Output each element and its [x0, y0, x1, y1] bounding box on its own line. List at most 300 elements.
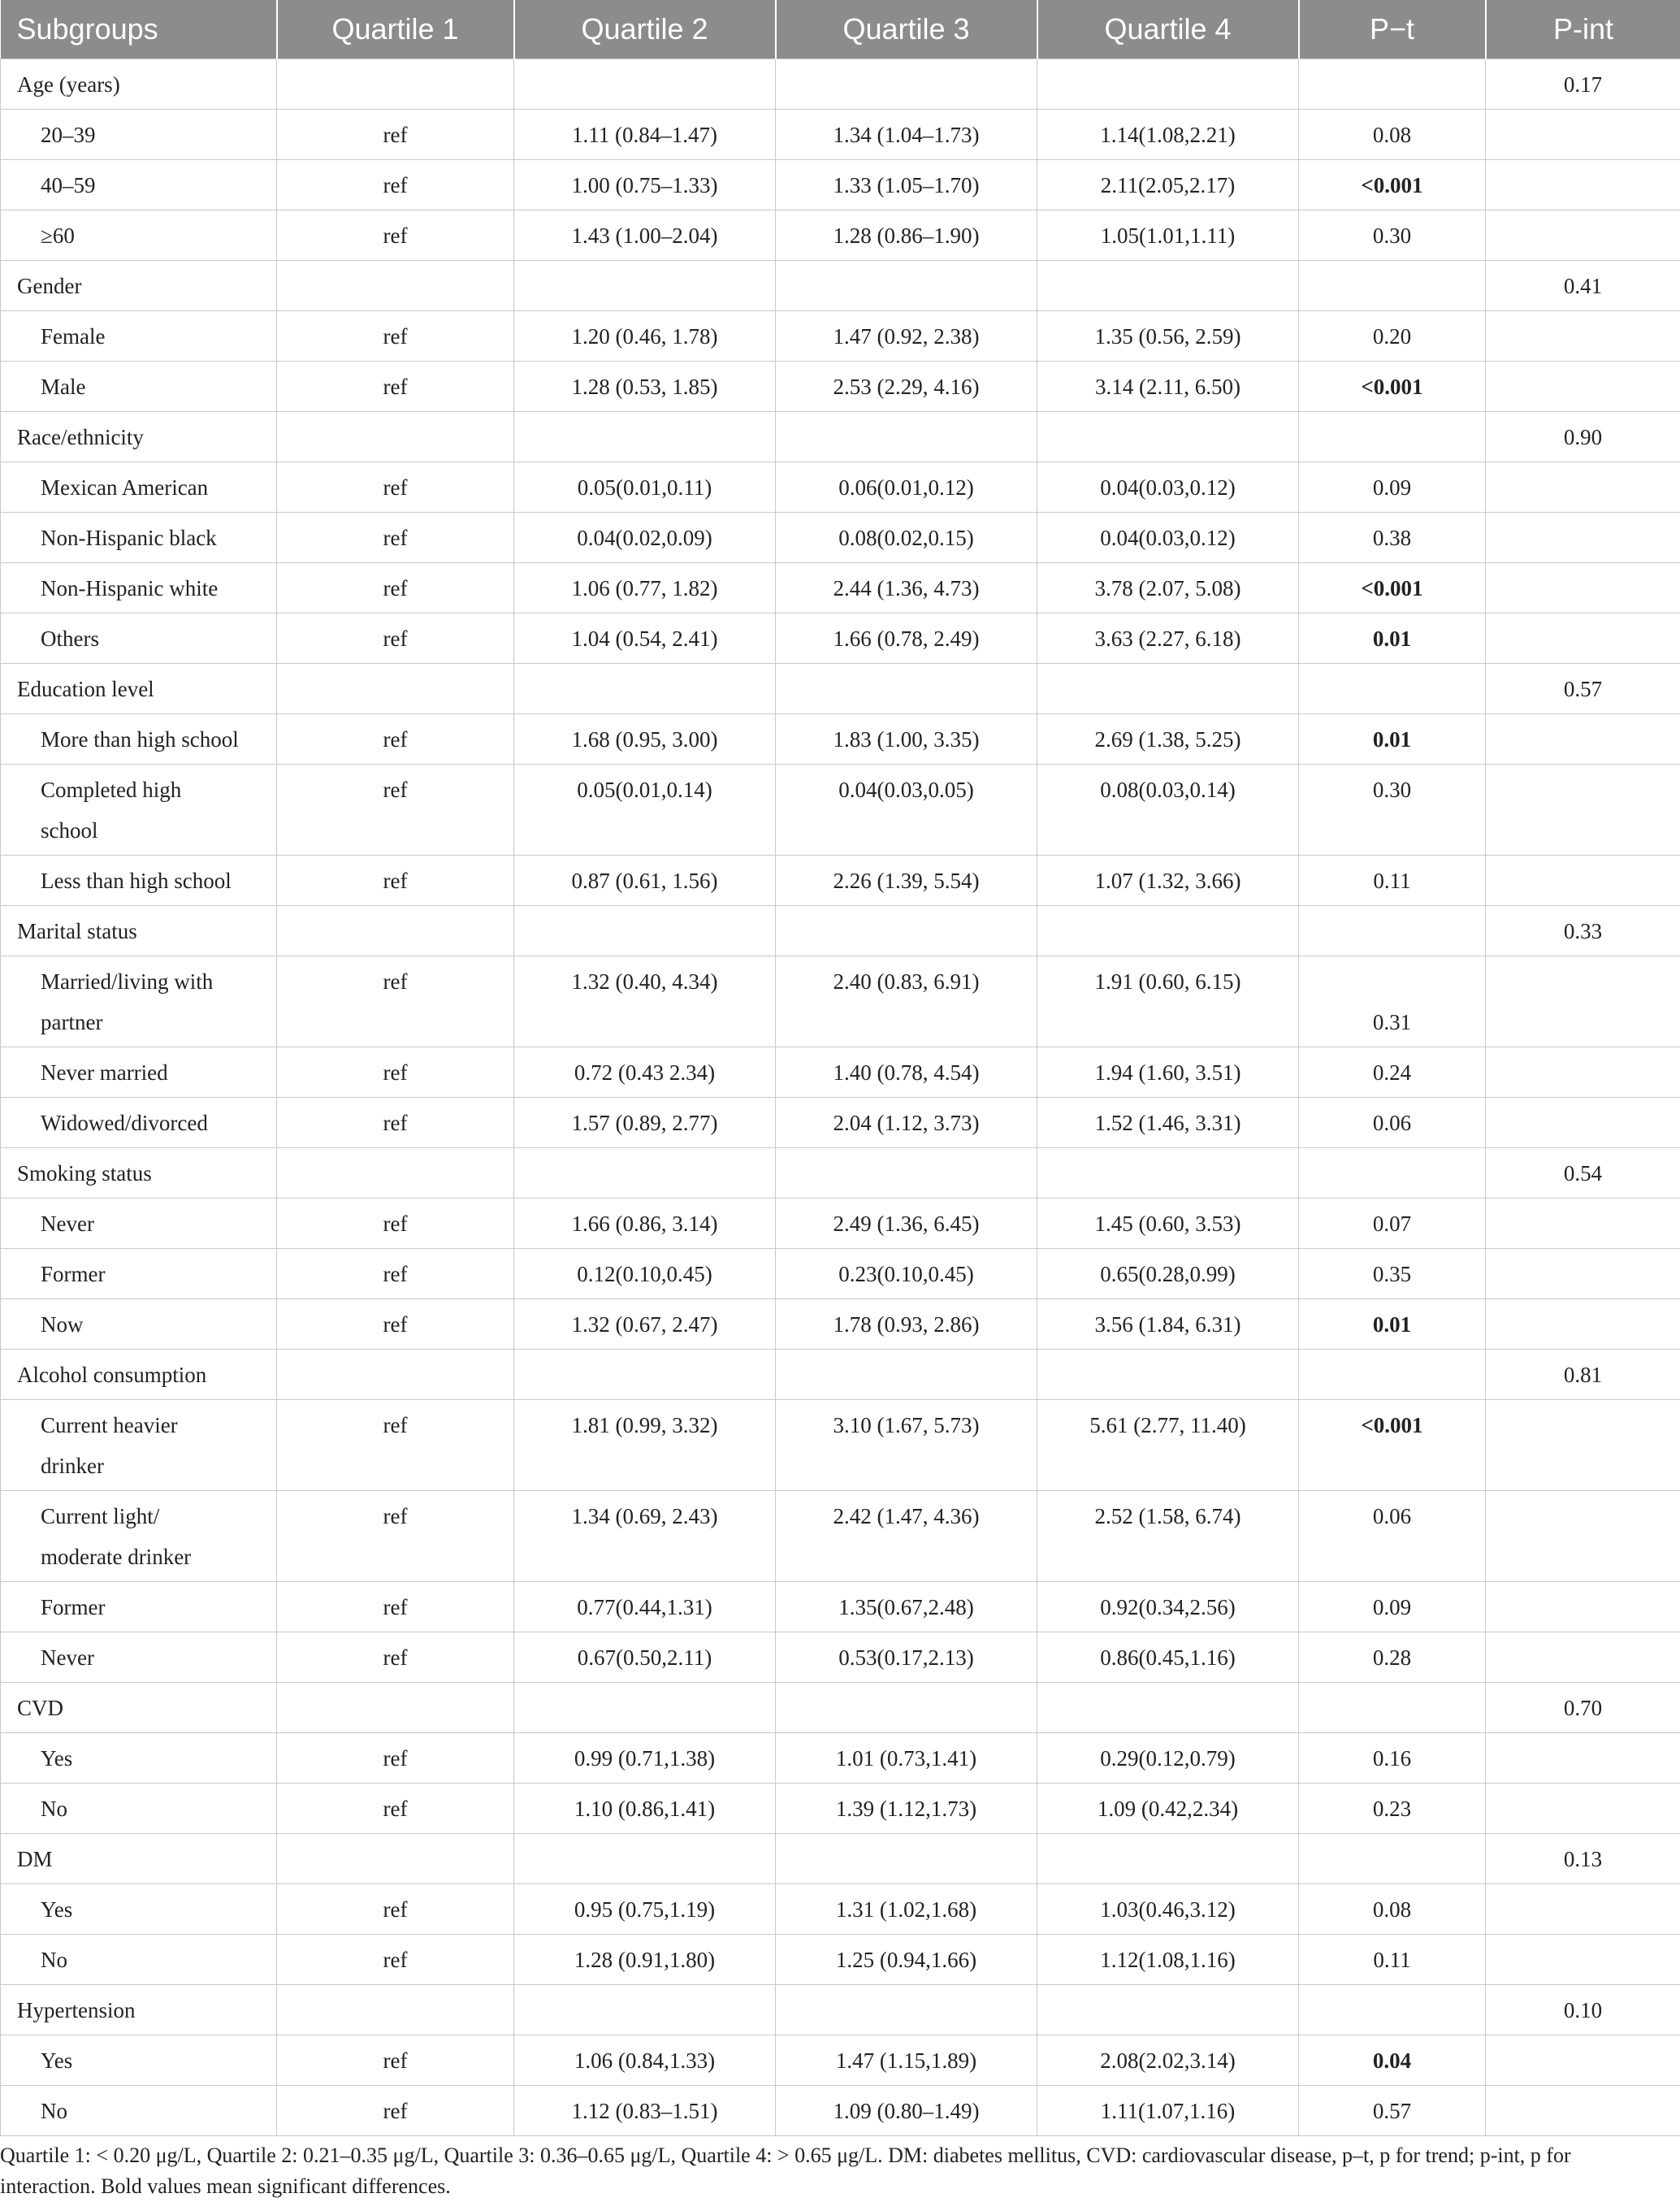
quartile-4-cell [1037, 664, 1299, 714]
table-row [1, 1784, 1680, 1834]
quartile-1-cell: ref [277, 563, 514, 613]
table-row [1, 2086, 1680, 2136]
p-trend-cell [1299, 664, 1486, 714]
quartile-1-cell: ref [277, 1299, 514, 1350]
table-row [1, 1733, 1680, 1784]
quartile-3-cell: 1.40 (0.78, 4.54) [776, 1047, 1037, 1098]
quartile-3-cell [776, 1350, 1037, 1400]
p-trend-cell: 0.28 [1299, 1632, 1486, 1683]
subgroup-cell: Current heavier drinker [1, 1400, 277, 1491]
quartile-3-cell: 0.04(0.03,0.05) [776, 765, 1037, 856]
p-interaction-cell: 0.33 [1486, 906, 1680, 956]
subgroup-cell: Yes [1, 1884, 277, 1935]
quartile-3-cell: 1.83 (1.00, 3.35) [776, 714, 1037, 765]
quartile-4-cell: 1.45 (0.60, 3.53) [1037, 1199, 1299, 1249]
p-trend-cell: 0.07 [1299, 1199, 1486, 1249]
subgroup-cell: Mexican American [1, 462, 277, 513]
subgroup-cell: Married/living with partner [1, 956, 277, 1047]
quartile-3-cell: 2.40 (0.83, 6.91) [776, 956, 1037, 1047]
quartile-3-cell: 3.10 (1.67, 5.73) [776, 1400, 1037, 1491]
quartile-4-cell: 0.92(0.34,2.56) [1037, 1582, 1299, 1632]
table-row [1, 362, 1680, 412]
quartile-2-cell: 0.72 (0.43 2.34) [514, 1047, 776, 1098]
quartile-2-cell: 1.11 (0.84–1.47) [514, 110, 776, 160]
header-quartile-4: Quartile 4 [1037, 0, 1299, 59]
quartile-2-cell: 0.99 (0.71,1.38) [514, 1733, 776, 1784]
quartile-3-cell: 0.08(0.02,0.15) [776, 513, 1037, 563]
quartile-3-cell [776, 1148, 1037, 1199]
quartile-1-cell: ref [277, 956, 514, 1047]
subgroup-cell: CVD [1, 1683, 277, 1733]
p-trend-cell: 0.16 [1299, 1733, 1486, 1784]
quartile-3-cell: 0.53(0.17,2.13) [776, 1632, 1037, 1683]
p-trend-cell [1299, 1683, 1486, 1733]
quartile-3-cell [776, 906, 1037, 956]
p-trend-cell: 0.11 [1299, 856, 1486, 906]
table-row [1, 1299, 1680, 1350]
group-row [1, 1834, 1680, 1884]
table-row [1, 1098, 1680, 1148]
p-trend-cell [1299, 906, 1486, 956]
quartile-2-cell: 1.12 (0.83–1.51) [514, 2086, 776, 2136]
group-row [1, 664, 1680, 714]
p-interaction-cell [1486, 856, 1680, 906]
quartile-4-cell: 5.61 (2.77, 11.40) [1037, 1400, 1299, 1491]
subgroup-cell: Yes [1, 2035, 277, 2086]
quartile-4-cell [1037, 1683, 1299, 1733]
quartile-4-cell: 0.08(0.03,0.14) [1037, 765, 1299, 856]
quartile-4-cell: 3.56 (1.84, 6.31) [1037, 1299, 1299, 1350]
subgroup-cell: Male [1, 362, 277, 412]
quartile-3-cell [776, 59, 1037, 110]
table-body [1, 59, 1680, 2136]
quartile-2-cell: 1.28 (0.91,1.80) [514, 1935, 776, 1985]
quartile-4-cell: 2.52 (1.58, 6.74) [1037, 1491, 1299, 1582]
p-interaction-cell [1486, 1299, 1680, 1350]
subgroup-cell: Widowed/divorced [1, 1098, 277, 1148]
quartile-3-cell: 1.28 (0.86–1.90) [776, 210, 1037, 261]
group-row [1, 1683, 1680, 1733]
quartile-1-cell [277, 59, 514, 110]
quartile-1-cell: ref [277, 462, 514, 513]
subgroup-cell: Gender [1, 261, 277, 311]
quartile-1-cell: ref [277, 1784, 514, 1834]
p-trend-cell [1299, 1148, 1486, 1199]
p-interaction-cell: 0.17 [1486, 59, 1680, 110]
quartile-2-cell [514, 1148, 776, 1199]
subgroup-cell: Female [1, 311, 277, 362]
quartile-4-cell: 1.05(1.01,1.11) [1037, 210, 1299, 261]
quartile-4-cell [1037, 1350, 1299, 1400]
quartile-4-cell: 1.09 (0.42,2.34) [1037, 1784, 1299, 1834]
group-row [1, 1350, 1680, 1400]
p-interaction-cell [1486, 1199, 1680, 1249]
table-row [1, 210, 1680, 261]
subgroup-cell: No [1, 1935, 277, 1985]
p-trend-cell [1299, 412, 1486, 462]
p-trend-cell: 0.06 [1299, 1491, 1486, 1582]
group-row [1, 1148, 1680, 1199]
header-p-interaction: P-int [1486, 0, 1680, 59]
subgroup-cell: Former [1, 1582, 277, 1632]
p-interaction-cell: 0.81 [1486, 1350, 1680, 1400]
quartile-2-cell [514, 59, 776, 110]
quartile-1-cell: ref [277, 1935, 514, 1985]
table-row [1, 1632, 1680, 1683]
quartile-4-cell: 1.52 (1.46, 3.31) [1037, 1098, 1299, 1148]
quartile-1-cell: ref [277, 765, 514, 856]
p-interaction-cell [1486, 1047, 1680, 1098]
quartile-1-cell: ref [277, 210, 514, 261]
group-row [1, 261, 1680, 311]
subgroup-cell: Completed high school [1, 765, 277, 856]
quartile-2-cell: 0.04(0.02,0.09) [514, 513, 776, 563]
quartile-2-cell [514, 1350, 776, 1400]
quartile-1-cell [277, 261, 514, 311]
quartile-2-cell: 1.06 (0.77, 1.82) [514, 563, 776, 613]
quartile-2-cell: 1.00 (0.75–1.33) [514, 160, 776, 210]
quartile-3-cell: 0.06(0.01,0.12) [776, 462, 1037, 513]
quartile-3-cell: 1.33 (1.05–1.70) [776, 160, 1037, 210]
p-interaction-cell [1486, 1733, 1680, 1784]
quartile-1-cell: ref [277, 1400, 514, 1491]
subgroup-cell: More than high school [1, 714, 277, 765]
quartile-4-cell: 2.11(2.05,2.17) [1037, 160, 1299, 210]
quartile-2-cell [514, 1834, 776, 1884]
quartile-1-cell: ref [277, 714, 514, 765]
p-trend-cell: 0.09 [1299, 1582, 1486, 1632]
p-interaction-cell [1486, 1784, 1680, 1834]
quartile-4-cell: 1.35 (0.56, 2.59) [1037, 311, 1299, 362]
p-interaction-cell: 0.54 [1486, 1148, 1680, 1199]
quartile-4-cell: 1.91 (0.60, 6.15) [1037, 956, 1299, 1047]
subgroup-cell: Race/ethnicity [1, 412, 277, 462]
quartile-1-cell [277, 1148, 514, 1199]
p-interaction-cell [1486, 1400, 1680, 1491]
quartile-1-cell: ref [277, 1098, 514, 1148]
group-row [1, 906, 1680, 956]
header-quartile-1: Quartile 1 [277, 0, 514, 59]
p-trend-cell: <0.001 [1299, 563, 1486, 613]
quartile-3-cell: 1.01 (0.73,1.41) [776, 1733, 1037, 1784]
quartile-1-cell: ref [277, 1047, 514, 1098]
quartile-3-cell: 1.34 (1.04–1.73) [776, 110, 1037, 160]
p-trend-cell: 0.31 [1299, 956, 1486, 1047]
quartile-4-cell [1037, 1985, 1299, 2035]
quartile-3-cell [776, 1834, 1037, 1884]
quartile-4-cell: 3.63 (2.27, 6.18) [1037, 613, 1299, 664]
quartile-2-cell [514, 261, 776, 311]
p-interaction-cell: 0.13 [1486, 1834, 1680, 1884]
table-header [1, 0, 1680, 59]
quartile-2-cell: 0.77(0.44,1.31) [514, 1582, 776, 1632]
p-trend-cell: 0.30 [1299, 765, 1486, 856]
quartile-1-cell: ref [277, 311, 514, 362]
quartile-3-cell: 2.49 (1.36, 6.45) [776, 1199, 1037, 1249]
table-row [1, 1491, 1680, 1582]
quartile-4-cell: 2.08(2.02,3.14) [1037, 2035, 1299, 2086]
quartile-3-cell: 1.78 (0.93, 2.86) [776, 1299, 1037, 1350]
p-interaction-cell: 0.41 [1486, 261, 1680, 311]
table-row [1, 765, 1680, 856]
quartile-2-cell: 0.95 (0.75,1.19) [514, 1884, 776, 1935]
p-trend-cell: 0.30 [1299, 210, 1486, 261]
subgroup-cell: Former [1, 1249, 277, 1299]
quartile-2-cell: 1.32 (0.67, 2.47) [514, 1299, 776, 1350]
quartile-2-cell: 1.81 (0.99, 3.32) [514, 1400, 776, 1491]
group-row [1, 412, 1680, 462]
subgroup-cell: DM [1, 1834, 277, 1884]
quartile-1-cell: ref [277, 362, 514, 412]
subgroup-cell: Education level [1, 664, 277, 714]
quartile-3-cell: 1.47 (1.15,1.89) [776, 2035, 1037, 2086]
quartile-1-cell: ref [277, 1733, 514, 1784]
quartile-4-cell [1037, 906, 1299, 956]
subgroup-cell: Alcohol consumption [1, 1350, 277, 1400]
p-interaction-cell [1486, 2086, 1680, 2136]
p-interaction-cell [1486, 311, 1680, 362]
quartile-4-cell [1037, 59, 1299, 110]
quartile-1-cell: ref [277, 160, 514, 210]
quartile-2-cell: 1.04 (0.54, 2.41) [514, 613, 776, 664]
p-trend-cell: 0.38 [1299, 513, 1486, 563]
quartile-3-cell: 1.25 (0.94,1.66) [776, 1935, 1037, 1985]
table-row [1, 1582, 1680, 1632]
subgroup-cell: Current light/ moderate drinker [1, 1491, 277, 1582]
p-trend-cell [1299, 1985, 1486, 2035]
table-row [1, 856, 1680, 906]
header-p-trend: P−t [1299, 0, 1486, 59]
p-interaction-cell [1486, 1249, 1680, 1299]
quartile-2-cell: 1.20 (0.46, 1.78) [514, 311, 776, 362]
quartile-2-cell: 1.57 (0.89, 2.77) [514, 1098, 776, 1148]
quartile-1-cell: ref [277, 856, 514, 906]
p-trend-cell: <0.001 [1299, 160, 1486, 210]
p-trend-cell [1299, 1350, 1486, 1400]
quartile-2-cell: 1.66 (0.86, 3.14) [514, 1199, 776, 1249]
p-trend-cell: 0.35 [1299, 1249, 1486, 1299]
quartile-3-cell: 1.39 (1.12,1.73) [776, 1784, 1037, 1834]
quartile-3-cell: 1.09 (0.80–1.49) [776, 2086, 1037, 2136]
p-trend-cell: 0.08 [1299, 110, 1486, 160]
quartile-2-cell: 0.67(0.50,2.11) [514, 1632, 776, 1683]
subgroup-cell: Others [1, 613, 277, 664]
quartile-1-cell: ref [277, 1199, 514, 1249]
table-row [1, 1199, 1680, 1249]
quartile-3-cell: 1.31 (1.02,1.68) [776, 1884, 1037, 1935]
quartile-4-cell: 1.12(1.08,1.16) [1037, 1935, 1299, 1985]
quartile-4-cell: 0.65(0.28,0.99) [1037, 1249, 1299, 1299]
p-interaction-cell [1486, 956, 1680, 1047]
subgroup-cell: Hypertension [1, 1985, 277, 2035]
p-trend-cell: 0.57 [1299, 2086, 1486, 2136]
quartile-3-cell: 1.35(0.67,2.48) [776, 1582, 1037, 1632]
table-row [1, 513, 1680, 563]
p-trend-cell [1299, 261, 1486, 311]
p-trend-cell: 0.09 [1299, 462, 1486, 513]
subgroup-cell: Marital status [1, 906, 277, 956]
group-row [1, 1985, 1680, 2035]
quartile-3-cell [776, 1683, 1037, 1733]
p-interaction-cell: 0.10 [1486, 1985, 1680, 2035]
subgroup-cell: No [1, 1784, 277, 1834]
quartile-2-cell: 1.43 (1.00–2.04) [514, 210, 776, 261]
subgroup-cell: Yes [1, 1733, 277, 1784]
quartile-4-cell [1037, 412, 1299, 462]
subgroup-cell: Never married [1, 1047, 277, 1098]
quartile-1-cell: ref [277, 613, 514, 664]
group-row [1, 59, 1680, 110]
p-interaction-cell [1486, 513, 1680, 563]
quartile-1-cell [277, 906, 514, 956]
quartile-4-cell: 0.04(0.03,0.12) [1037, 513, 1299, 563]
quartile-3-cell: 0.23(0.10,0.45) [776, 1249, 1037, 1299]
quartile-2-cell: 1.34 (0.69, 2.43) [514, 1491, 776, 1582]
quartile-4-cell: 0.86(0.45,1.16) [1037, 1632, 1299, 1683]
quartile-4-cell: 3.78 (2.07, 5.08) [1037, 563, 1299, 613]
p-interaction-cell [1486, 1884, 1680, 1935]
subgroup-cell: Smoking status [1, 1148, 277, 1199]
quartile-2-cell [514, 1683, 776, 1733]
quartile-4-cell: 1.11(1.07,1.16) [1037, 2086, 1299, 2136]
quartile-1-cell [277, 1834, 514, 1884]
quartile-2-cell [514, 412, 776, 462]
quartile-3-cell: 1.66 (0.78, 2.49) [776, 613, 1037, 664]
quartile-3-cell: 1.47 (0.92, 2.38) [776, 311, 1037, 362]
quartile-3-cell: 2.26 (1.39, 5.54) [776, 856, 1037, 906]
p-interaction-cell: 0.90 [1486, 412, 1680, 462]
p-trend-cell [1299, 59, 1486, 110]
quartile-1-cell: ref [277, 513, 514, 563]
subgroup-cell: Non-Hispanic black [1, 513, 277, 563]
p-interaction-cell: 0.70 [1486, 1683, 1680, 1733]
quartile-1-cell: ref [277, 110, 514, 160]
quartile-3-cell [776, 412, 1037, 462]
quartile-4-cell: 1.03(0.46,3.12) [1037, 1884, 1299, 1935]
quartile-1-cell: ref [277, 1632, 514, 1683]
quartile-4-cell: 3.14 (2.11, 6.50) [1037, 362, 1299, 412]
quartile-2-cell: 1.32 (0.40, 4.34) [514, 956, 776, 1047]
table-row [1, 956, 1680, 1047]
p-interaction-cell [1486, 362, 1680, 412]
quartile-2-cell [514, 664, 776, 714]
subgroup-cell: Never [1, 1632, 277, 1683]
quartile-1-cell: ref [277, 1249, 514, 1299]
p-trend-cell: 0.01 [1299, 1299, 1486, 1350]
header-row [1, 0, 1680, 59]
subgroup-cell: 20–39 [1, 110, 277, 160]
table-row [1, 613, 1680, 664]
p-interaction-cell [1486, 1632, 1680, 1683]
p-interaction-cell [1486, 210, 1680, 261]
p-interaction-cell [1486, 462, 1680, 513]
quartile-2-cell: 1.06 (0.84,1.33) [514, 2035, 776, 2086]
quartile-3-cell [776, 664, 1037, 714]
quartile-3-cell: 2.53 (2.29, 4.16) [776, 362, 1037, 412]
quartile-4-cell: 0.29(0.12,0.79) [1037, 1733, 1299, 1784]
p-trend-cell: 0.01 [1299, 714, 1486, 765]
quartile-2-cell: 0.87 (0.61, 1.56) [514, 856, 776, 906]
subgroup-cell: Age (years) [1, 59, 277, 110]
table-row [1, 563, 1680, 613]
p-trend-cell: 0.23 [1299, 1784, 1486, 1834]
quartile-1-cell: ref [277, 2086, 514, 2136]
p-interaction-cell [1486, 613, 1680, 664]
quartile-1-cell: ref [277, 1582, 514, 1632]
quartile-4-cell [1037, 261, 1299, 311]
table-row [1, 462, 1680, 513]
quartile-2-cell: 0.05(0.01,0.14) [514, 765, 776, 856]
quartile-4-cell [1037, 1148, 1299, 1199]
quartile-3-cell: 2.04 (1.12, 3.73) [776, 1098, 1037, 1148]
header-quartile-3: Quartile 3 [776, 0, 1037, 59]
subgroup-cell: 40–59 [1, 160, 277, 210]
quartile-1-cell: ref [277, 1491, 514, 1582]
p-trend-cell: 0.08 [1299, 1884, 1486, 1935]
subgroup-cell: ≥60 [1, 210, 277, 261]
p-trend-cell: 0.20 [1299, 311, 1486, 362]
table-row [1, 1884, 1680, 1935]
quartile-2-cell: 1.68 (0.95, 3.00) [514, 714, 776, 765]
p-interaction-cell [1486, 1098, 1680, 1148]
subgroup-cell: No [1, 2086, 277, 2136]
quartile-2-cell: 0.12(0.10,0.45) [514, 1249, 776, 1299]
quartile-1-cell [277, 1683, 514, 1733]
table-row [1, 311, 1680, 362]
quartile-2-cell: 1.10 (0.86,1.41) [514, 1784, 776, 1834]
p-trend-cell: <0.001 [1299, 362, 1486, 412]
table-row [1, 1047, 1680, 1098]
quartile-4-cell: 2.69 (1.38, 5.25) [1037, 714, 1299, 765]
table-row [1, 110, 1680, 160]
quartile-2-cell [514, 1985, 776, 2035]
p-interaction-cell [1486, 110, 1680, 160]
p-interaction-cell [1486, 1491, 1680, 1582]
p-trend-cell: 0.06 [1299, 1098, 1486, 1148]
quartile-1-cell: ref [277, 2035, 514, 2086]
quartile-1-cell: ref [277, 1884, 514, 1935]
table-row [1, 1400, 1680, 1491]
quartile-1-cell [277, 1985, 514, 2035]
quartile-1-cell [277, 1350, 514, 1400]
p-interaction-cell [1486, 1935, 1680, 1985]
quartile-2-cell: 0.05(0.01,0.11) [514, 462, 776, 513]
subgroup-cell: Less than high school [1, 856, 277, 906]
subgroup-cell: Non-Hispanic white [1, 563, 277, 613]
quartile-1-cell [277, 412, 514, 462]
quartile-4-cell: 0.04(0.03,0.12) [1037, 462, 1299, 513]
p-interaction-cell [1486, 714, 1680, 765]
table-row [1, 1249, 1680, 1299]
quartile-2-cell [514, 906, 776, 956]
subgroup-cell: Never [1, 1199, 277, 1249]
p-interaction-cell [1486, 563, 1680, 613]
table-footnote: Quartile 1: < 0.20 μg/L, Quartile 2: 0.21–0.35 μg/L, Quartile 3: 0.36–0.65 μg/L, Quartile 4: > 0.65 μg/L. DM: diabetes mellitus, CVD: cardiovascular disease, p–t, p for trend; p-int, p for interaction. Bold values mean significant differences. [0, 2140, 1657, 2202]
quartile-1-cell [277, 664, 514, 714]
quartile-2-cell: 1.28 (0.53, 1.85) [514, 362, 776, 412]
p-trend-cell: 0.01 [1299, 613, 1486, 664]
header-subgroups: Subgroups [1, 0, 277, 59]
p-interaction-cell [1486, 1582, 1680, 1632]
quartile-3-cell [776, 261, 1037, 311]
quartile-3-cell: 2.42 (1.47, 4.36) [776, 1491, 1037, 1582]
p-interaction-cell [1486, 765, 1680, 856]
p-interaction-cell [1486, 2035, 1680, 2086]
p-trend-cell: 0.11 [1299, 1935, 1486, 1985]
table-row [1, 714, 1680, 765]
quartile-4-cell [1037, 1834, 1299, 1884]
table-row [1, 160, 1680, 210]
